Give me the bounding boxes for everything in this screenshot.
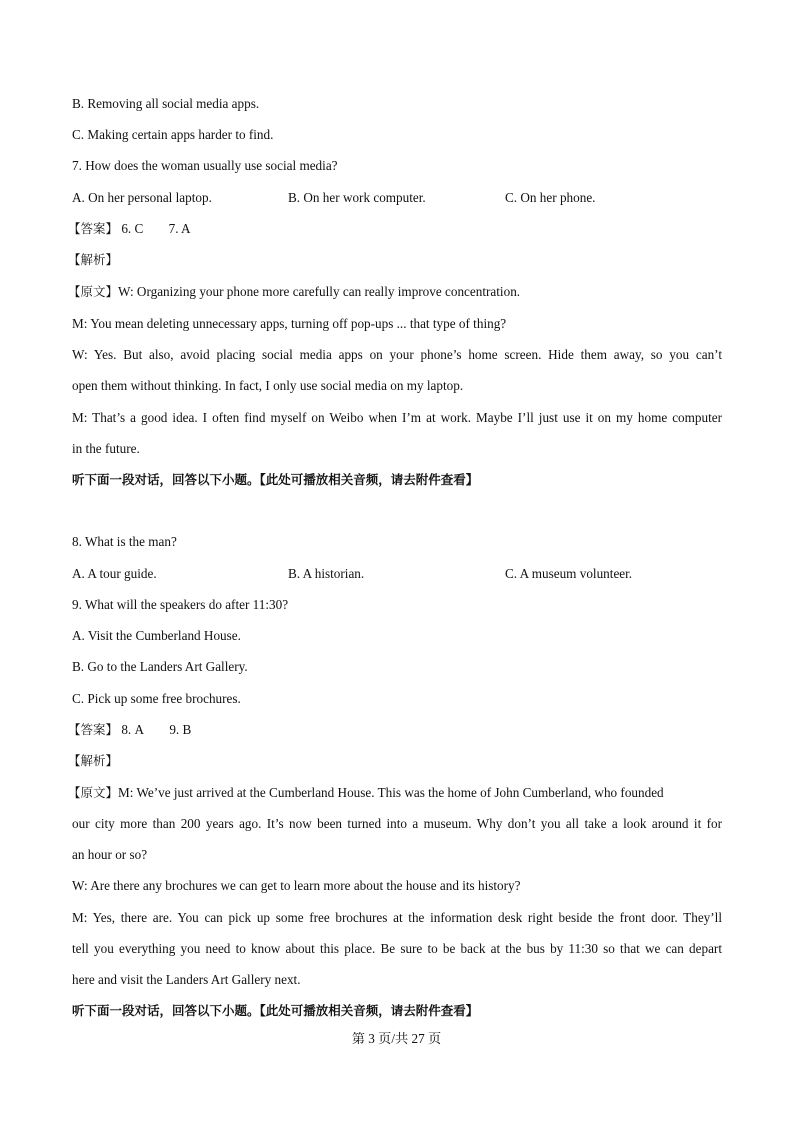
q7-question: 7. How does the woman usually use social media? — [72, 158, 338, 173]
q9-option-b: B. Go to the Landers Art Gallery. — [72, 659, 248, 674]
transcript2-line-1 — [68, 785, 722, 801]
instruction-2: 听下面一段对话，回答以下小题。【此处可播放相关音频，请去附件查看】 — [72, 1003, 479, 1018]
answer-tag: 【答案】 — [68, 221, 119, 236]
transcript1-line-5: M: That’s a good idea. I often find myself on Weibo when I’m at work. Maybe I’ll just use it on my home computer — [72, 410, 722, 425]
q7-option-b: B. On her work computer. — [288, 190, 426, 205]
q6-option-c: C. Making certain apps harder to find. — [72, 127, 274, 142]
transcript2-line-3: an hour or so? — [72, 847, 148, 862]
answer-line-2 — [68, 722, 722, 738]
transcript-tag: 【原文】 — [68, 284, 119, 299]
answer-line-1 — [68, 221, 722, 237]
answer-6: 6. C — [121, 221, 144, 236]
q7-option-a: A. On her personal laptop. — [72, 190, 212, 205]
transcript1-line-2: M: You mean deleting unnecessary apps, turning off pop-ups ... that type of thing? — [72, 316, 507, 331]
q8-question: 8. What is the man? — [72, 534, 177, 549]
transcript2-line-2: our city more than 200 years ago. It’s now been turned into a museum. Why don’t you all take a look around it for — [72, 816, 722, 831]
q9-option-a: A. Visit the Cumberland House. — [72, 628, 241, 643]
transcript2-line-4: W: Are there any brochures we can get to learn more about the house and its history? — [72, 878, 521, 893]
transcript1-line-6: in the future. — [72, 441, 140, 456]
q9-question: 9. What will the speakers do after 11:30? — [72, 597, 289, 612]
answer-tag: 【答案】 — [68, 722, 119, 737]
transcript1-line-1 — [68, 284, 722, 300]
instruction-1: 听下面一段对话，回答以下小题。【此处可播放相关音频，请去附件查看】 — [72, 472, 479, 487]
analysis-tag-2: 【解析】 — [68, 753, 119, 768]
q6-option-b: B. Removing all social media apps. — [72, 96, 260, 111]
q9-option-c: C. Pick up some free brochures. — [72, 691, 241, 706]
page-number: 第 3 页/共 27 页 — [351, 1031, 442, 1046]
answer-7: 7. A — [168, 221, 191, 236]
transcript2-line-5: M: Yes, there are. You can pick up some free brochures at the information desk right beside the front door. They’ll — [72, 910, 722, 925]
transcript1-line-4: open them without thinking. In fact, I only use social media on my laptop. — [72, 378, 464, 393]
answer-9: 9. B — [169, 722, 192, 737]
transcript1-line-3: W: Yes. But also, avoid placing social media apps on your phone’s home screen. Hide them away, so you can’t — [72, 347, 722, 362]
transcript1-text-1: W: Organizing your phone more carefully can really improve concentration. — [118, 284, 521, 299]
analysis-tag-1: 【解析】 — [68, 252, 119, 267]
q8-option-b: B. A historian. — [288, 566, 365, 581]
transcript2-text-1: M: We’ve just arrived at the Cumberland House. This was the home of John Cumberland, who founded — [118, 785, 664, 800]
transcript-tag: 【原文】 — [68, 785, 119, 800]
q8-option-a: A. A tour guide. — [72, 566, 157, 581]
q7-option-c: C. On her phone. — [505, 190, 596, 205]
transcript2-line-6: tell you everything you need to know about this place. Be sure to be back at the bus by 11:30 so that we can depart — [72, 941, 722, 956]
q8-option-c: C. A museum volunteer. — [505, 566, 633, 581]
transcript2-line-7: here and visit the Landers Art Gallery next. — [72, 972, 301, 987]
answer-8: 8. A — [121, 722, 145, 737]
